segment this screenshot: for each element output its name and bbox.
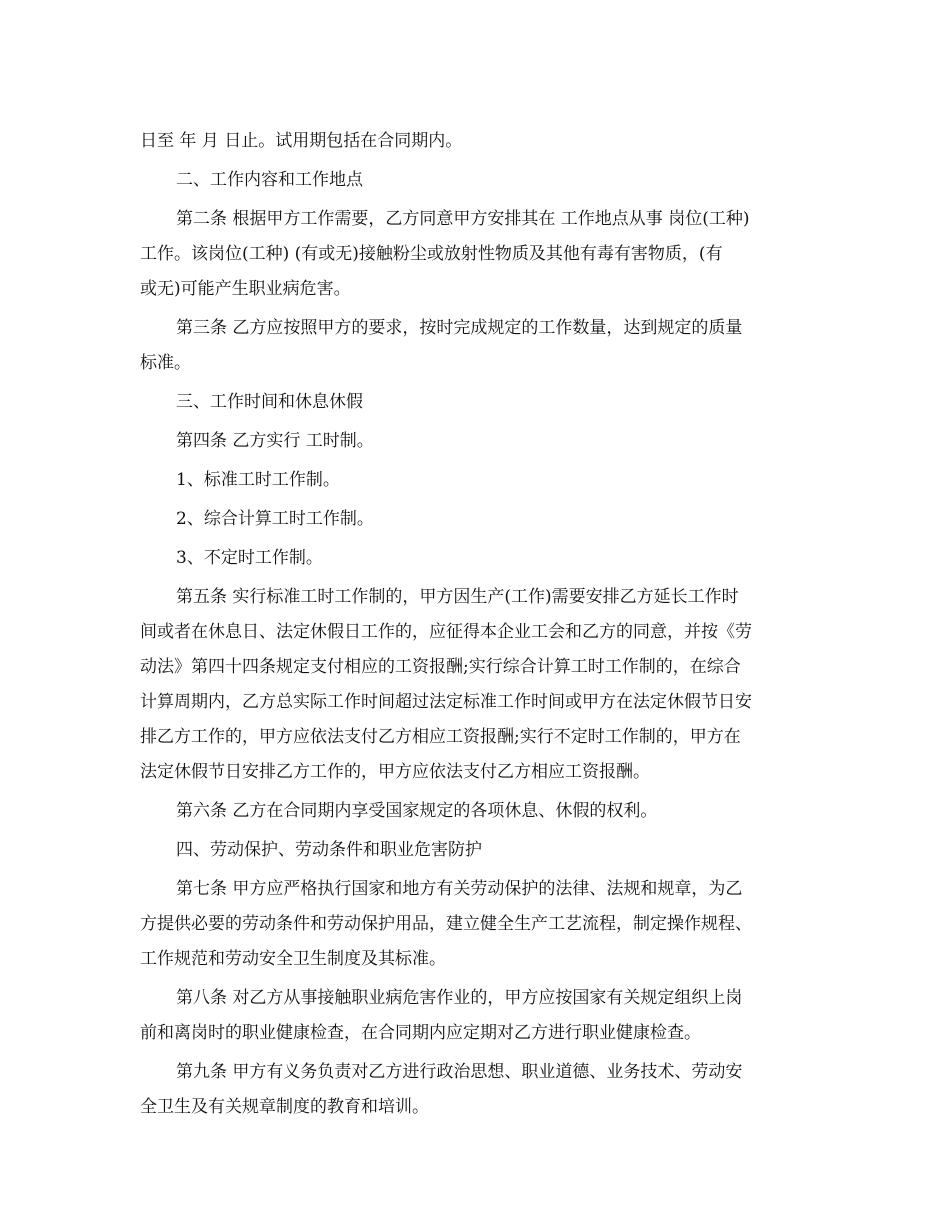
text-line: 日至 年 月 日止。试用期包括在合同期内。 [140,131,463,151]
text-line: 三、工作时间和休息休假 [176,392,363,412]
paragraph [140,311,810,381]
list-item [140,541,810,576]
text-line: 第九条 甲方有义务负责对乙方进行政治思想、职业道德、业务技术、劳动安 [176,1062,743,1082]
text-line: 前和离岗时的职业健康检查，在合同期内应定期对乙方进行职业健康检查。 [140,1023,701,1043]
section-heading [140,385,810,420]
text-line: 第四条 乙方实行 工时制。 [176,431,374,451]
paragraph [140,124,810,159]
text-line: 3、不定时工作制。 [176,548,323,568]
list-item [140,463,810,498]
text-line: 第八条 对乙方从事接触职业病危害作业的，甲方应按国家有关规定组织上岗 [176,988,743,1008]
text-line: 工作规范和劳动安全卫生制度及其标准。 [140,949,446,969]
paragraph [140,202,810,307]
text-line: 第三条 乙方应按照甲方的要求，按时完成规定的工作数量，达到规定的质量 [176,318,743,338]
section-heading [140,163,810,198]
text-line: 动法》第四十四条规定支付相应的工资报酬;实行综合计算工时工作制的，在综合 [140,657,741,677]
document-body [140,124,810,1129]
text-line: 工作。该岗位(工种) (有或无)接触粉尘或放射性物质及其他有毒有害物质，(有 [140,244,723,264]
text-line: 法定休假节日安排乙方工作的，甲方应依法支付乙方相应工资报酬。 [140,762,650,782]
text-line: 间或者在休息日、法定休假日工作的，应征得本企业工会和乙方的同意，并按《劳 [140,622,752,642]
text-line: 全卫生及有关规章制度的教育和培训。 [140,1097,429,1117]
text-line: 标准。 [140,353,191,373]
text-line: 1、标准工时工作制。 [176,470,340,490]
text-line: 第二条 根据甲方工作需要，乙方同意甲方安排其在 工作地点从事 岗位(工种) [176,209,750,229]
paragraph [140,1055,810,1125]
paragraph [140,872,810,977]
list-item [140,502,810,537]
text-line: 四、劳动保护、劳动条件和职业危害防护 [176,840,482,860]
text-line: 第五条 实行标准工时工作制的，甲方因生产(工作)需要安排乙方延长工作时 [176,587,739,607]
text-line: 第六条 乙方在合同期内享受国家规定的各项休息、休假的权利。 [176,801,658,821]
section-heading [140,833,810,868]
text-line: 第七条 甲方应严格执行国家和地方有关劳动保护的法律、法规和规章，为乙 [176,879,743,899]
text-line: 2、综合计算工时工作制。 [176,509,374,529]
text-line: 方提供必要的劳动条件和劳动保护用品，建立健全生产工艺流程，制定操作规程、 [140,914,752,934]
text-line: 或无)可能产生职业病危害。 [140,279,351,299]
text-line: 排乙方工作的，甲方应依法支付乙方相应工资报酬;实行不定时工作制的，甲方在 [140,727,741,747]
text-line: 二、工作内容和工作地点 [176,170,363,190]
paragraph [140,981,810,1051]
paragraph [140,794,810,829]
paragraph [140,424,810,459]
paragraph [140,580,810,790]
text-line: 计算周期内，乙方总实际工作时间超过法定标准工作时间或甲方在法定休假节日安 [140,692,752,712]
